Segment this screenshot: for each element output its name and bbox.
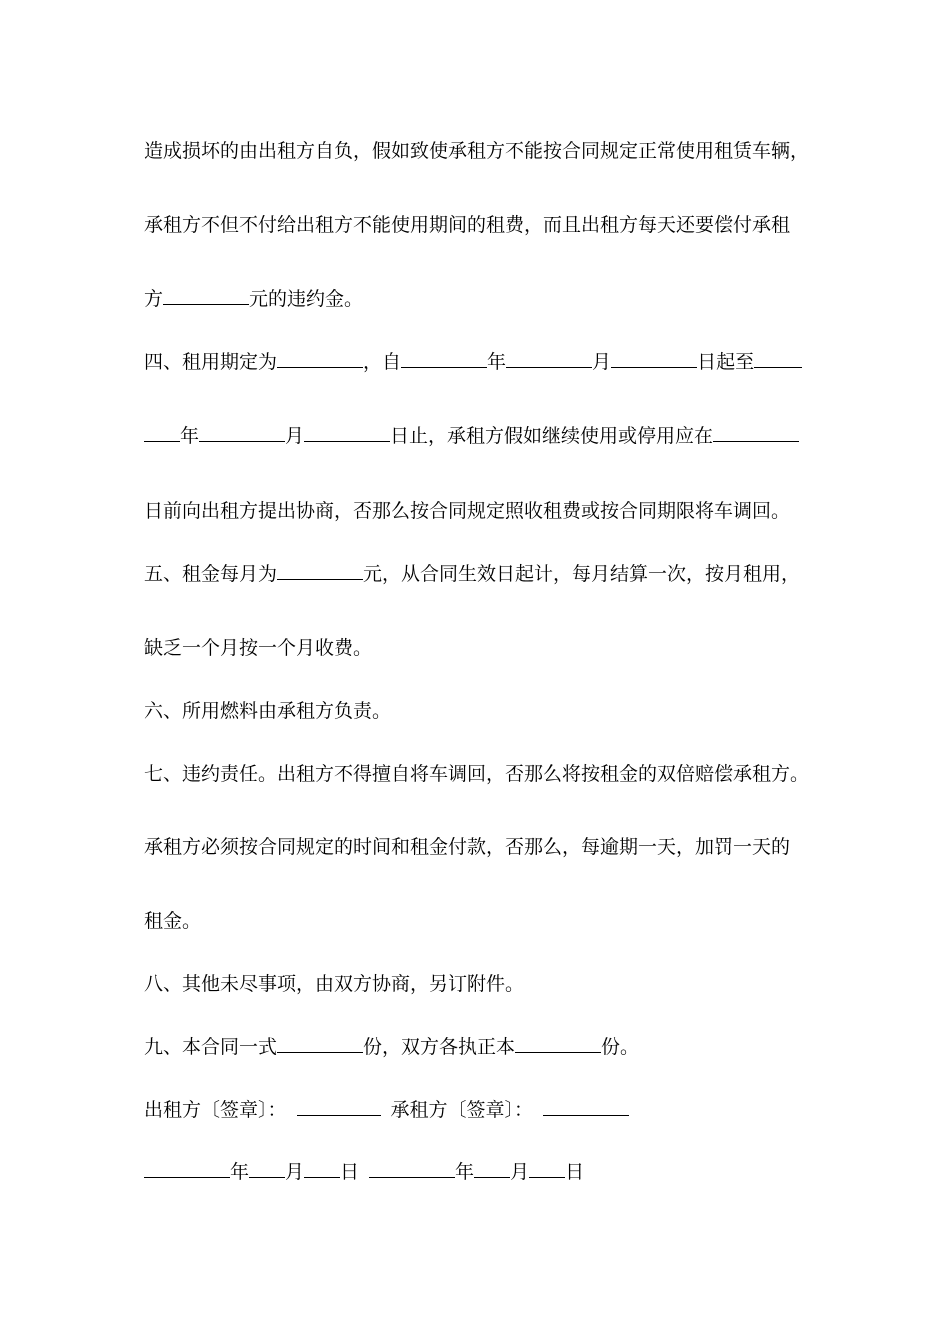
text: 七、违约责任。出租方不得擅自将车调回，否那么将按租金的双倍赔偿承租方。: [144, 763, 810, 785]
lessee-signature-label: 承租方〔签章〕：: [390, 1099, 534, 1121]
lessor-year-blank: [144, 1157, 230, 1178]
start-day-blank: [611, 347, 697, 368]
clause-text-line-2: [144, 210, 790, 240]
notice-date-blank: [713, 421, 799, 442]
clause-text-line-3: [144, 284, 363, 314]
start-month-blank: [506, 347, 592, 368]
signature-date-line: [144, 1157, 584, 1187]
text: 年: [455, 1161, 475, 1183]
clause-6: [144, 696, 391, 726]
lessor-signature-label: 出租方〔签章〕：: [144, 1099, 287, 1121]
text: 份，双方各执正本: [363, 1036, 516, 1058]
text: 年: [180, 425, 200, 447]
lessor-day-blank: [304, 1157, 340, 1178]
text: 承租方必须按合同规定的时间和租金付款，否那么，每逾期一天，加罚一天的: [144, 836, 791, 858]
text: 九、本合同一式: [144, 1036, 278, 1058]
text: 元，从合同生效日起计，每月结算一次，按月租用，: [363, 563, 801, 585]
clause-text-line-1: [144, 136, 809, 166]
text: 方: [144, 288, 164, 310]
text: 缺乏一个月按一个月收费。: [144, 637, 373, 659]
penalty-amount-blank: [163, 284, 249, 305]
text: 月: [285, 425, 305, 447]
clause-9: [144, 1032, 639, 1062]
end-year-blank-start: [754, 347, 802, 368]
text: 月: [592, 351, 612, 373]
lessee-signature-blank: [543, 1095, 629, 1116]
signature-line: [144, 1095, 629, 1125]
monthly-rent-blank: [277, 559, 363, 580]
lessor-month-blank: [249, 1157, 285, 1178]
text: 日起至: [697, 351, 755, 373]
text: 八、其他未尽事项，由双方协商，另订附件。: [144, 973, 525, 995]
text: 租金。: [144, 910, 202, 932]
clause-8: [144, 969, 524, 999]
clause-5-line-2: [144, 633, 372, 663]
lessee-month-blank: [474, 1157, 510, 1178]
lessee-year-blank: [369, 1157, 455, 1178]
lessor-signature-blank: [297, 1095, 381, 1116]
clause-4-line-2: [144, 421, 799, 451]
clause-4-line-3: [144, 496, 790, 526]
text: 月: [285, 1161, 305, 1183]
text: 日: [565, 1161, 585, 1183]
copies-blank: [277, 1032, 363, 1053]
clause-5-line-1: [144, 559, 800, 589]
end-day-blank: [304, 421, 390, 442]
text: 四、租用期定为: [144, 351, 278, 373]
text: 五、租金每月为: [144, 563, 278, 585]
text: 月: [510, 1161, 530, 1183]
originals-blank: [515, 1032, 601, 1053]
text: 元的违约金。: [249, 288, 364, 310]
clause-7-line-1: [144, 759, 809, 789]
text: 份。: [601, 1036, 640, 1058]
text: 日止，承租方假如继续使用或停用应在: [390, 425, 714, 447]
rental-period-blank: [277, 347, 363, 368]
text: 日: [340, 1161, 360, 1183]
end-month-blank: [199, 421, 285, 442]
start-year-blank: [401, 347, 487, 368]
text: 日前向出租方提出协商，否那么按合同规定照收租费或按合同期限将车调回。: [144, 500, 791, 522]
text: 年: [487, 351, 507, 373]
clause-4-line-1: [144, 347, 802, 377]
end-year-blank-end: [144, 421, 180, 442]
text: 承租方不但不付给出租方不能使用期间的租费，而且出租方每天还要偿付承租: [144, 214, 791, 236]
clause-7-line-2: [144, 832, 790, 862]
lessee-day-blank: [529, 1157, 565, 1178]
text: ，自: [363, 351, 402, 373]
text: 造成损坏的由出租方自负，假如致使承租方不能按合同规定正常使用租赁车辆，: [144, 140, 810, 162]
text: 六、所用燃料由承租方负责。: [144, 700, 392, 722]
text: 年: [230, 1161, 250, 1183]
clause-7-line-3: [144, 906, 201, 936]
